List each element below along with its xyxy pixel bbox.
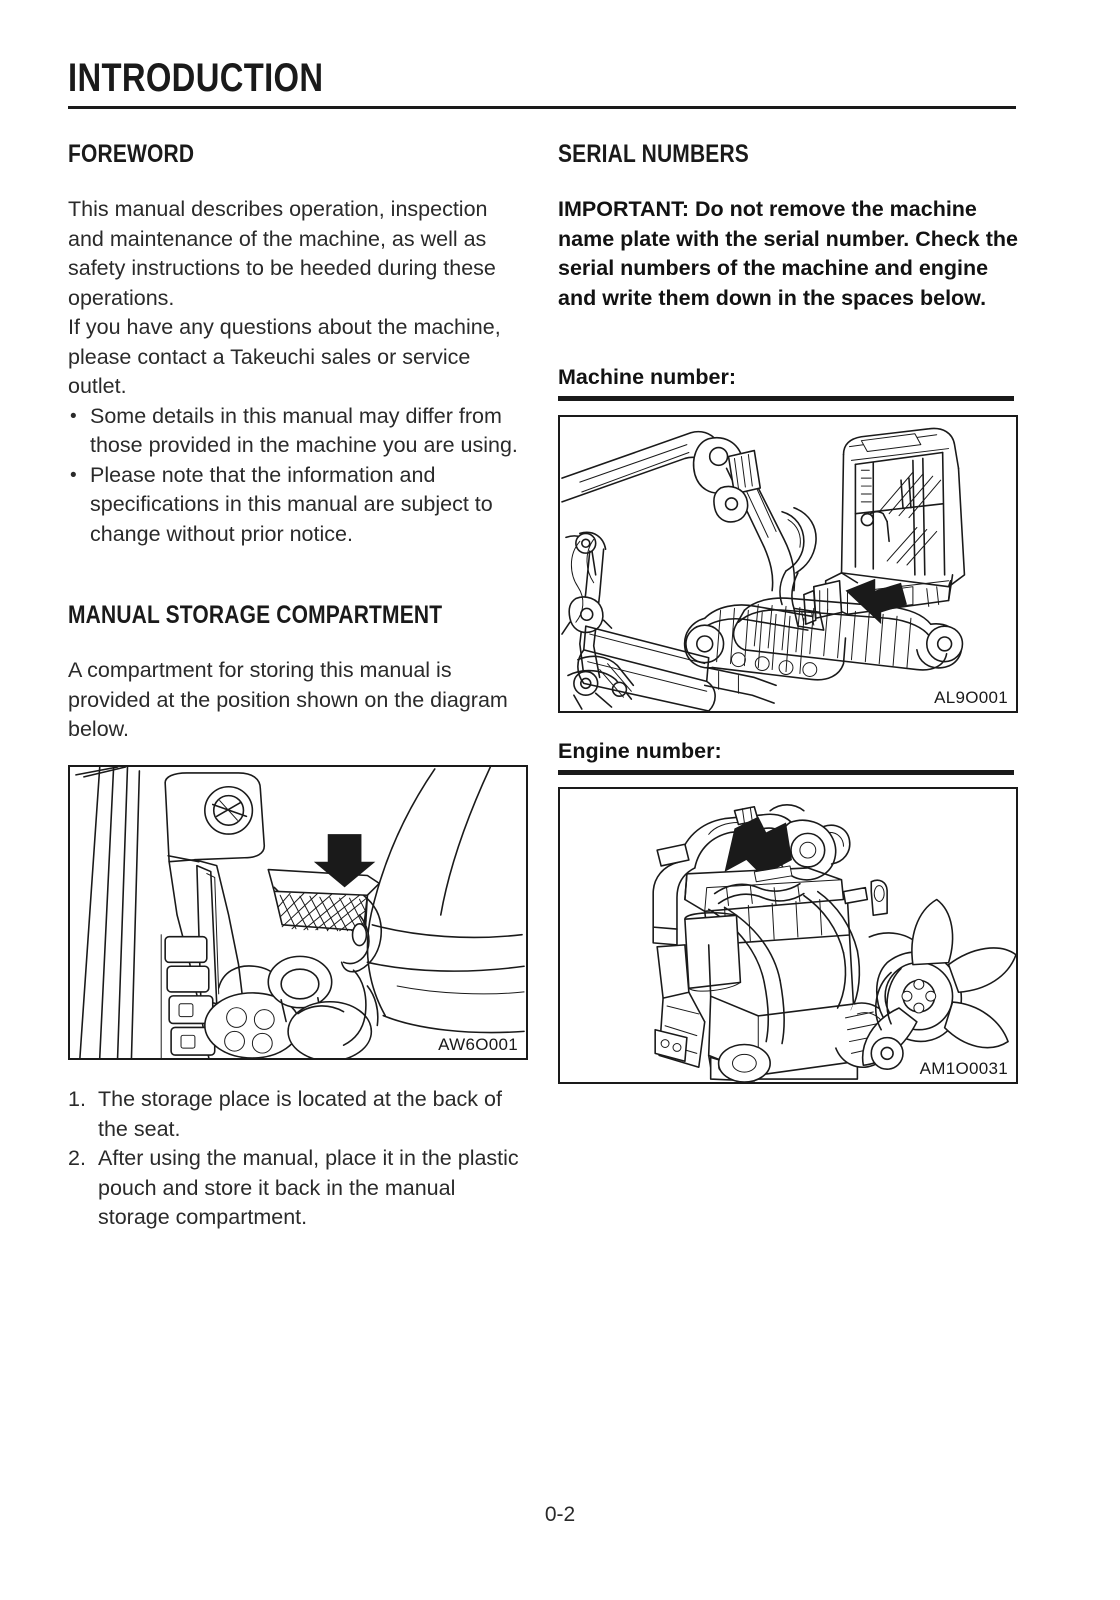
list-item: After using the manual, place it in the plastic pouch and store it back in the manual storage compartment. — [98, 1146, 519, 1229]
foreword-heading: FOREWORD — [68, 140, 195, 168]
excavator-illustration — [560, 417, 1016, 711]
engine-illustration — [560, 789, 1016, 1082]
manual-storage-steps — [68, 1085, 528, 1233]
machine-number-field[interactable] — [558, 364, 1018, 401]
figure-id-label: AW6O001 — [438, 1035, 518, 1054]
manual-storage-figure — [68, 765, 528, 1060]
cab-interior-illustration — [70, 767, 526, 1058]
serial-numbers-important-text: IMPORTANT: Do not remove the machine name plate with the serial number. Check the serial numbers of the machine and engine and write them down in the spaces below. — [558, 197, 1018, 310]
machine-number-figure — [558, 415, 1018, 713]
figure-id-label: AL9O001 — [934, 688, 1008, 707]
list-item: The storage place is located at the back of the seat. — [98, 1087, 502, 1141]
foreword-paragraph-1: This manual describes operation, inspection and maintenance of the machine, as well as safety instructions to be heeded during these operations. — [68, 197, 496, 310]
right-column — [558, 140, 1018, 313]
machine-number-write-line[interactable] — [558, 396, 1014, 401]
foreword-paragraph-2: If you have any questions about the machine, please contact a Takeuchi sales or service outlet. — [68, 315, 501, 398]
list-item: • Please note that the information and specifications in this manual are subject to change without prior notice. — [68, 461, 528, 550]
page-title: INTRODUCTION — [68, 56, 324, 100]
foreword-bullet-list — [68, 402, 528, 550]
engine-number-write-line[interactable] — [558, 770, 1014, 775]
manual-storage-steps-wrap — [68, 1085, 528, 1233]
page-number: 0-2 — [544, 1503, 576, 1526]
serial-numbers-heading: SERIAL NUMBERS — [558, 140, 749, 168]
machine-number-label: Machine number: — [558, 365, 736, 389]
figure-id-label: AM1O0031 — [919, 1059, 1008, 1078]
title-divider — [68, 106, 1016, 109]
manual-storage-paragraph: A compartment for storing this manual is provided at the position shown on the diagram below. — [68, 658, 508, 741]
manual-storage-heading: MANUAL STORAGE COMPARTMENT — [68, 601, 443, 629]
engine-number-label: Engine number: — [558, 739, 722, 763]
engine-number-figure — [558, 787, 1018, 1084]
engine-number-field[interactable] — [558, 738, 1018, 775]
list-item: • Some details in this manual may differ from those provided in the machine you are using. — [68, 402, 528, 461]
left-column — [68, 140, 528, 745]
